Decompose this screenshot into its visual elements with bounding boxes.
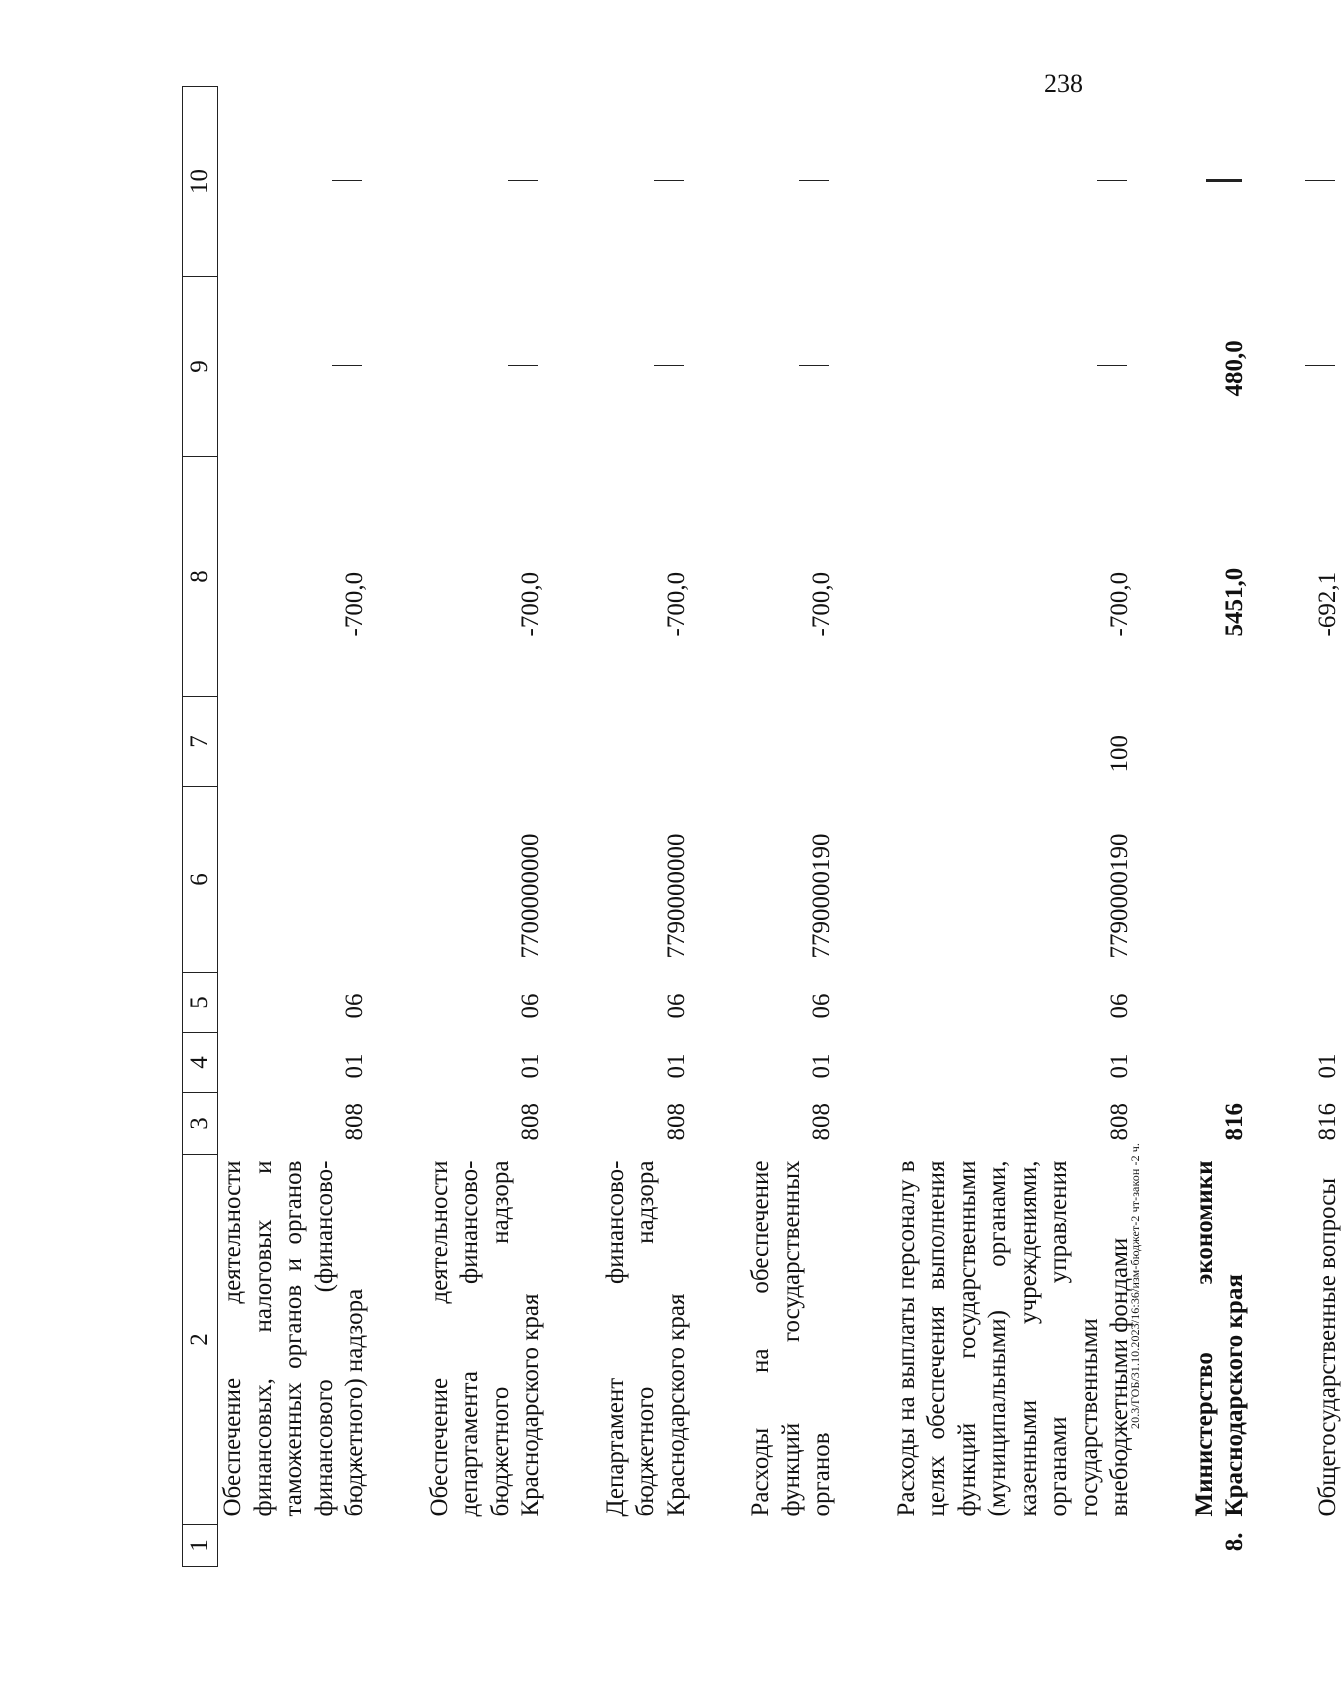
table-body (218, 87, 1343, 1567)
cell-c3: 808 (662, 1103, 690, 1141)
cell-num (746, 1525, 838, 1567)
cell-c6 (218, 787, 371, 973)
dash-mark (1305, 87, 1343, 277)
cell-num (218, 1525, 371, 1567)
column-header: 8 (183, 457, 218, 697)
table-row (892, 87, 1136, 1567)
cell-c8: -700,0 (517, 571, 544, 637)
table-row (218, 87, 371, 1567)
cell-c4: 01 (662, 1053, 690, 1079)
row-spacer-cell (1251, 87, 1305, 1567)
cell-num (425, 1525, 547, 1567)
dash-mark (1190, 87, 1251, 277)
row-spacer (692, 87, 746, 1567)
dash-line (1305, 180, 1335, 182)
cell-c6: 7700000000 (517, 833, 544, 959)
dash-mark (601, 277, 693, 457)
row-name: Расходы на обеспечение функций государственных органов (747, 1160, 835, 1517)
column-header: 3 (183, 1093, 218, 1155)
cell-c8: -700,0 (341, 571, 368, 637)
row-name: Департамент финансово-бюджетного надзора Краснодарского края (601, 1160, 690, 1517)
cell-c5 (1190, 973, 1251, 1033)
row-spacer-cell (547, 87, 601, 1567)
cell-c6 (1305, 787, 1343, 973)
row-spacer-cell (838, 87, 892, 1567)
row-name: Общегосударственные вопросы (1313, 1177, 1341, 1517)
cell-c7 (425, 697, 547, 787)
cell-c8: -700,0 (1106, 571, 1133, 637)
footer-stamp: 20.3/ГОБ/31.10.2023/16:36/изм-бюджет-2 чт-закон -2 ч. (1128, 1142, 1142, 1429)
dash-mark (1305, 277, 1343, 457)
row-spacer (1136, 87, 1190, 1567)
row-spacer (547, 87, 601, 1567)
cell-c5: 06 (517, 993, 544, 1019)
row-name: Министерство экономики Краснодарского края (1190, 1160, 1248, 1517)
cell-c3: 808 (341, 1103, 368, 1141)
cell-c3: 808 (1106, 1103, 1133, 1141)
dash-line (1097, 365, 1127, 367)
dash-line (1097, 180, 1127, 182)
cell-c7 (1190, 697, 1251, 787)
dash-mark (218, 277, 371, 457)
cell-c7 (746, 697, 838, 787)
row-spacer (1251, 87, 1305, 1567)
cell-c3: 816 (1313, 1103, 1341, 1141)
dash-line (508, 365, 538, 367)
cell-c6: 7790000190 (1106, 833, 1133, 959)
table-row (746, 87, 838, 1567)
cell-c4: 01 (1313, 1053, 1341, 1079)
table-header-row (183, 87, 218, 1567)
column-header: 5 (183, 973, 218, 1033)
cell-num: 8. (1221, 1532, 1248, 1552)
row-spacer (371, 87, 425, 1567)
dash-mark (425, 87, 547, 277)
cell-c3: 808 (808, 1103, 835, 1141)
dash-mark (892, 277, 1136, 457)
cell-num (601, 1525, 693, 1567)
column-header: 4 (183, 1033, 218, 1093)
column-header: 10 (183, 87, 218, 277)
dash-mark (425, 277, 547, 457)
cell-c8: -700,0 (662, 571, 690, 637)
cell-c6 (1190, 787, 1251, 973)
cell-c7 (601, 697, 693, 787)
row-name: Обеспечение деятельности финансовых, налоговых и таможенных органов и органов финансового (финансово-бюджетного) надзора (219, 1160, 368, 1517)
cell-c4: 01 (1106, 1053, 1133, 1079)
dash-line (332, 180, 362, 182)
dash-line (654, 365, 684, 367)
row-spacer-cell (692, 87, 746, 1567)
dash-mark (892, 87, 1136, 277)
column-header: 1 (183, 1525, 218, 1567)
row-spacer (838, 87, 892, 1567)
cell-c5 (1305, 973, 1343, 1033)
dash-line (654, 180, 684, 182)
cell-c9: 480,0 (1221, 340, 1248, 397)
dash-line (1305, 365, 1335, 367)
cell-c8: -692,1 (1313, 571, 1341, 637)
row-name: Обеспечение деятельности департамента финансово-бюджетного надзора Краснодарского края (425, 1160, 544, 1517)
budget-table (182, 86, 1343, 1567)
cell-c4: 01 (517, 1053, 544, 1079)
dash-mark (746, 87, 838, 277)
row-spacer-cell (371, 87, 425, 1567)
cell-c3: 808 (517, 1103, 544, 1141)
table-row (425, 87, 547, 1567)
dash-mark (601, 87, 693, 277)
cell-c7 (218, 697, 371, 787)
dash-mark (746, 277, 838, 457)
cell-c7: 100 (1106, 735, 1133, 773)
cell-c4: 01 (808, 1053, 835, 1079)
column-header: 7 (183, 697, 218, 787)
table-row (1305, 87, 1343, 1567)
column-header: 6 (183, 787, 218, 973)
cell-c8: -700,0 (808, 571, 835, 637)
table-row (1190, 87, 1251, 1567)
dash-line (799, 180, 829, 182)
cell-c4: 01 (341, 1053, 368, 1079)
row-spacer-cell (1136, 87, 1190, 1567)
cell-c5: 06 (341, 993, 368, 1019)
column-header: 2 (183, 1155, 218, 1525)
cell-c8: 5451,0 (1221, 567, 1248, 637)
cell-num (892, 1525, 1136, 1567)
column-header: 9 (183, 277, 218, 457)
table-row (601, 87, 693, 1567)
cell-num (1305, 1525, 1343, 1567)
dash-line (332, 365, 362, 367)
dash-line (1206, 179, 1242, 182)
cell-c5: 06 (1106, 993, 1133, 1019)
cell-c5: 06 (808, 993, 835, 1019)
cell-c6: 7790000190 (808, 833, 835, 959)
cell-c6: 7790000000 (662, 833, 690, 959)
dash-line (799, 365, 829, 367)
cell-c4 (1190, 1033, 1251, 1093)
dash-line (508, 180, 538, 182)
cell-c5: 06 (662, 993, 690, 1019)
page-number: 238 (1044, 69, 1083, 98)
cell-c7 (1305, 697, 1343, 787)
dash-mark (218, 87, 371, 277)
row-name: Расходы на выплаты персоналу в целях обеспечения выполнения функций государственными (муниципальными) органами, казенными учреждениями, органами управления государственными внебюджетными фондами (892, 1160, 1133, 1517)
cell-c3: 816 (1221, 1103, 1248, 1141)
